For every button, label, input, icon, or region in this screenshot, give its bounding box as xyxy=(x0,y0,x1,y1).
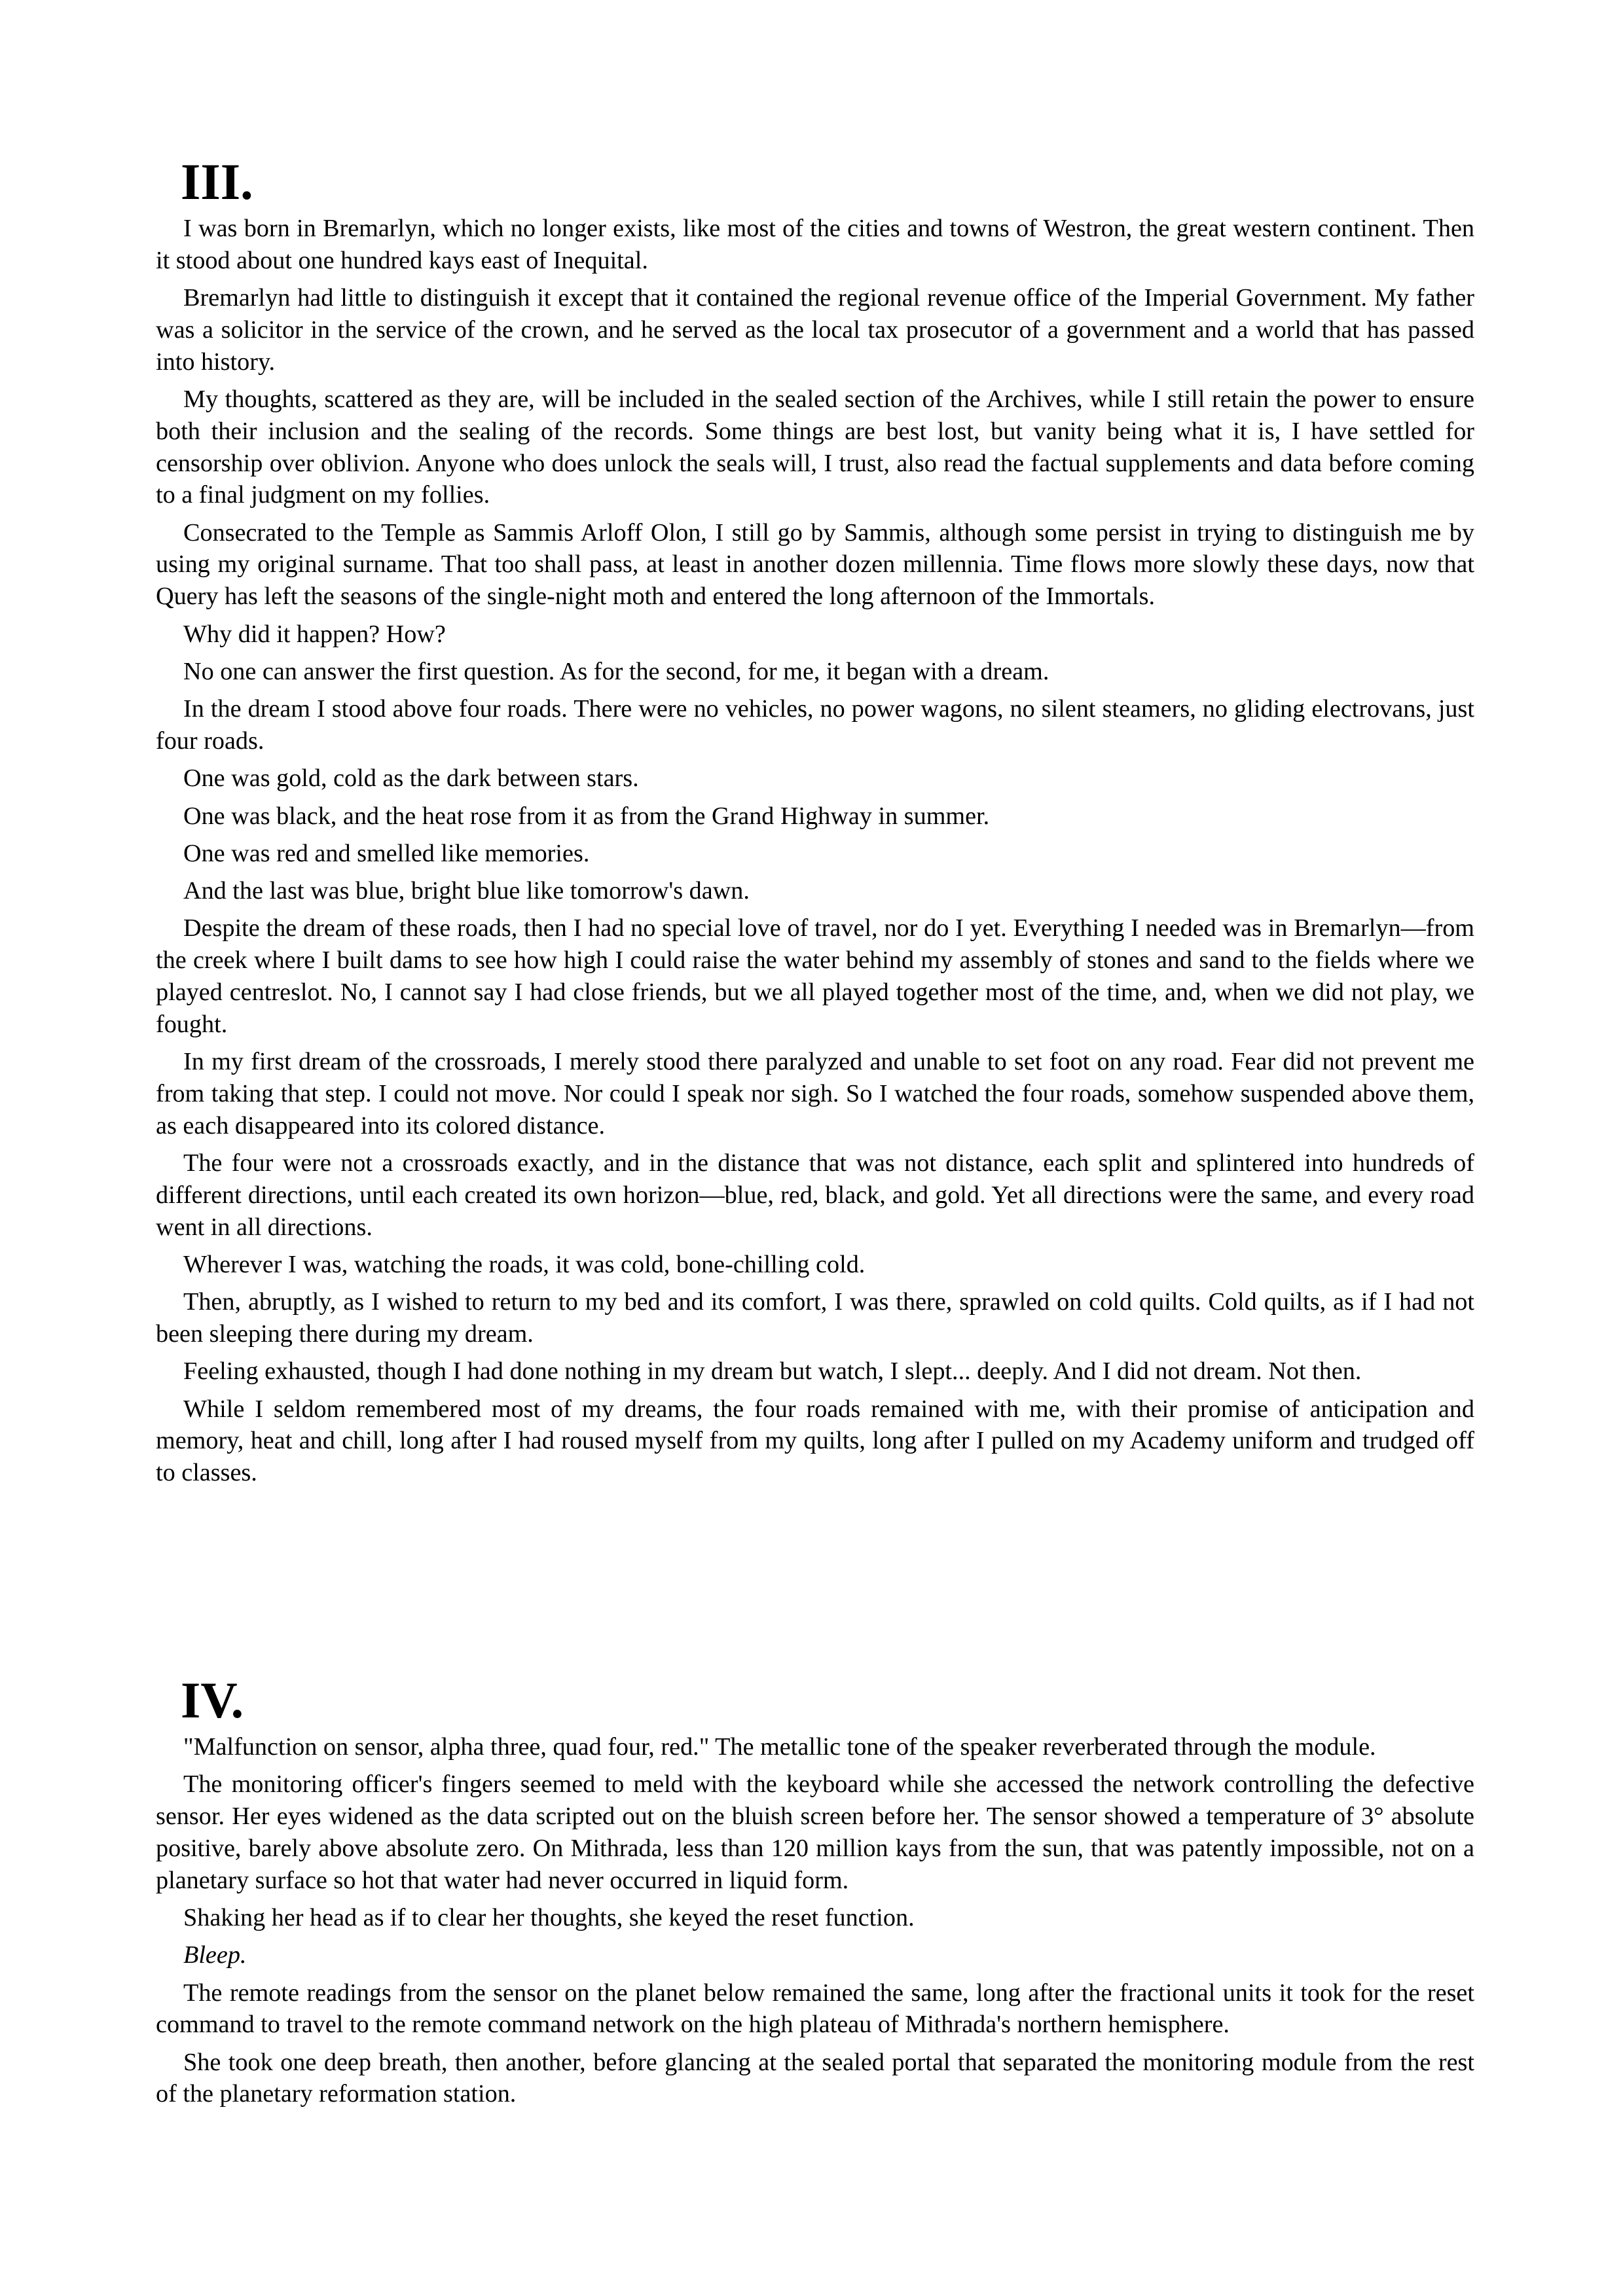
paragraph: Shaking her head as if to clear her thoughts, she keyed the reset function. xyxy=(183,1903,915,1931)
paragraph: Wherever I was, watching the roads, it was cold, bone-chilling cold. xyxy=(183,1250,866,1278)
paragraph: Bremarlyn had little to distinguish it except that it contained the regional revenue office of the Imperial Government. My father was a solicitor in the service of the crown, and he served as the local tax prosecutor of a government and a world that has passed into history. xyxy=(156,284,1474,376)
section-heading-iv: IV. xyxy=(181,1672,244,1729)
section-heading-iii: III. xyxy=(181,153,253,210)
paragraph: In the dream I stood above four roads. There were no vehicles, no power wagons, no silent steamers, no gliding electrovans, just four roads. xyxy=(156,695,1474,755)
paragraph: In my first dream of the crossroads, I merely stood there paralyzed and unable to set foot on any road. Fear did not prevent me from taking that step. I could not move. Nor could I speak nor sigh. So I watched the four roads, somehow suspended above them, as each disappeared into its colored distance. xyxy=(156,1048,1474,1139)
paragraph: Consecrated to the Temple as Sammis Arloff Olon, I still go by Sammis, although some persist in trying to distinguish me by using my original surname. That too shall pass, at least in another dozen millennia. Time flows more slowly these days, now that Query has left the seasons of the single-night moth and entered the long afternoon of the Immortals. xyxy=(156,518,1474,611)
paragraph: Then, abruptly, as I wished to return to my bed and its comfort, I was there, sprawled on cold quilts. Cold quilts, as if I had not been sleeping there during my dream. xyxy=(156,1288,1474,1348)
paragraph: My thoughts, scattered as they are, will be included in the sealed section of the Archives, while I still retain the power to ensure both their inclusion and the sealing of the records. Some things are best lost, but vanity being what it is, I have settled for censorship over oblivion. Anyone who does unlock the seals will, I trust, also read the factual supplements and data before coming to a final judgment on my follies. xyxy=(156,385,1474,509)
paragraph: The remote readings from the sensor on the planet below remained the same, long after the fractional units it took for the reset command to travel to the remote command network on the high plateau of Mithrada's northern hemisphere. xyxy=(156,1979,1474,2039)
paragraph: The four were not a crossroads exactly, and in the distance that was not distance, each split and splintered into hundreds of different directions, until each created its own horizon—blue, red, black, and gold. Yet all directions were the same, and every road went in all directions. xyxy=(156,1149,1474,1241)
paragraph: "Malfunction on sensor, alpha three, quad four, red." The metallic tone of the speaker reverberated through the module. xyxy=(183,1733,1376,1761)
paragraph: One was black, and the heat rose from it as from the Grand Highway in summer. xyxy=(183,802,990,830)
paragraph: Feeling exhausted, though I had done nothing in my dream but watch, I slept... deeply. And I did not dream. Not then. xyxy=(183,1357,1362,1386)
paragraph: Despite the dream of these roads, then I had no special love of travel, nor do I yet. Everything I needed was in Bremarlyn—from the creek where I built dams to see how high I could raise the water behind my assembly of stones and sand to the fields where we played centreslot. No, I cannot say I had close friends, but we all played together most of the time, and, when we did not play, we fought. xyxy=(156,914,1474,1038)
paragraph-italic: Bleep. xyxy=(183,1941,247,1969)
paragraph: The monitoring officer's fingers seemed to meld with the keyboard while she accessed the network controlling the defective sensor. Her eyes widened as the data scripted out on the bluish screen before her. The sensor showed a temperature of 3° absolute positive, barely above absolute zero. On Mithrada, less than 120 million kays from the sun, that was patently impossible, not on a planetary surface so hot that water had never occurred in liquid form. xyxy=(156,1770,1474,1894)
paragraph: I was born in Bremarlyn, which no longer exists, like most of the cities and towns of Westron, the great western continent. Then it stood about one hundred kays east of Inequital. xyxy=(156,215,1474,274)
section-iv-body xyxy=(156,1731,1474,2116)
paragraph: No one can answer the first question. As for the second, for me, it began with a dream. xyxy=(183,657,1049,685)
paragraph: Why did it happen? How? xyxy=(183,620,446,648)
paragraph: One was gold, cold as the dark between stars. xyxy=(183,764,639,793)
paragraph: While I seldom remembered most of my dreams, the four roads remained with me, with their promise of anticipation and memory, heat and chill, long after I had roused myself from my quilts, long after I pulled on my Academy uniform and trudged off to classes. xyxy=(156,1395,1474,1487)
section-iii-body xyxy=(156,213,1474,1494)
paragraph: One was red and smelled like memories. xyxy=(183,839,590,867)
paragraph: She took one deep breath, then another, before glancing at the sealed portal that separated the monitoring module from the rest of the planetary reformation station. xyxy=(156,2048,1474,2108)
paragraph: And the last was blue, bright blue like tomorrow's dawn. xyxy=(183,877,750,905)
